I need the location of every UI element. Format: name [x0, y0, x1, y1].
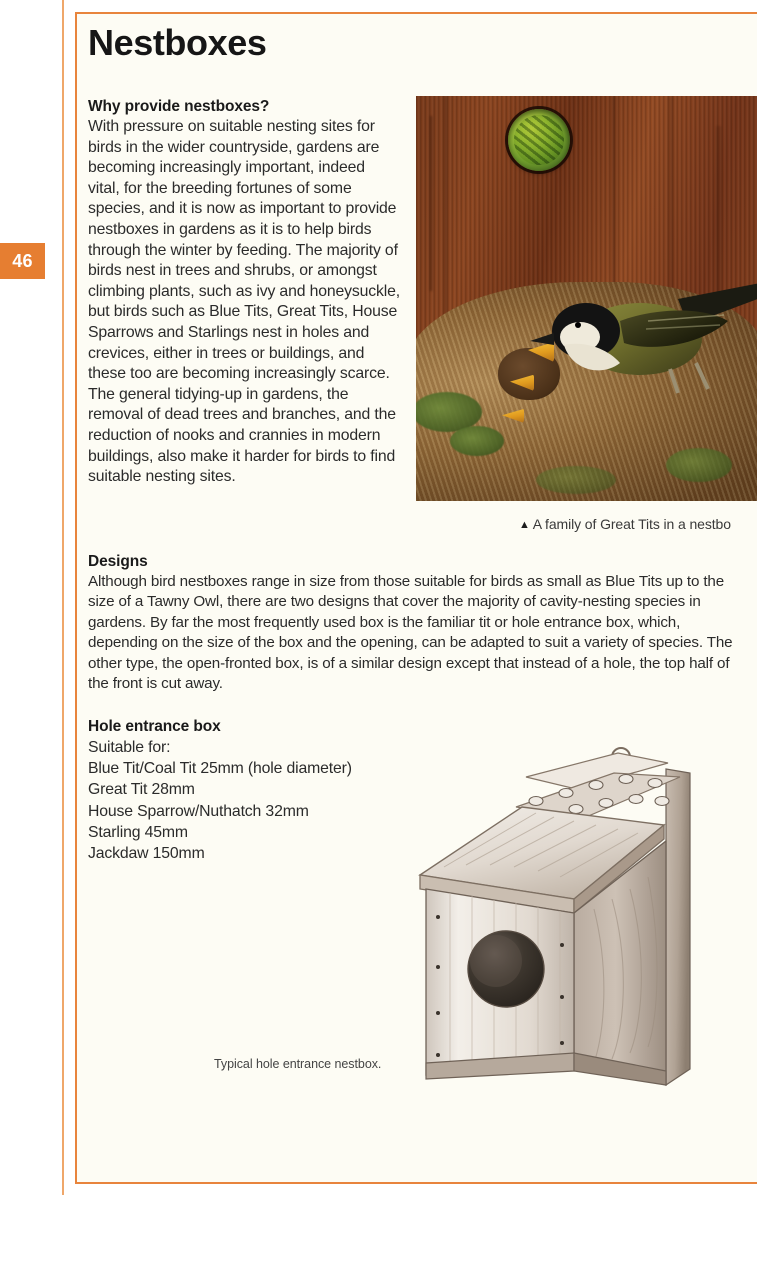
illustration-hole-entrance-nestbox: [404, 733, 724, 1108]
species-spec-item: Great Tit 28mm: [88, 781, 195, 799]
photo-caption: [519, 516, 731, 532]
section-hole-entrance-box: [88, 718, 418, 864]
hole-entrance-intro: Suitable for:: [88, 739, 171, 756]
moss-clump: [536, 466, 616, 494]
species-spec-item: Starling 45mm: [88, 823, 188, 841]
page-number: 46: [12, 250, 33, 271]
photo-caption-text: A family of Great Tits in a nestbo: [532, 516, 731, 532]
why-body: With pressure on suitable nesting sites for birds in the wider countryside, gardens are becoming increasingly important, indeed vital, for the breeding fortunes of some species, and it is now as important to provide nestboxes in gardens as it is to help birds through the winter by feeding. The majority of birds nest in trees and shrubs, or amongst climbing plants, such as ivy and honeysuckle, but birds such as Blue Tits, Great Tits, House Sparrows and Starlings nest in holes and crevices, either in trees or buildings, and these too are becoming increasingly scarce. The general tidying-up in gardens, the removal of dead trees and branches, and the reduction of nooks and crannies in modern buildings, also make it harder for birds to find suitable nesting sites.: [88, 118, 400, 486]
photo-great-tit-family: [416, 96, 757, 501]
species-spec-item: House Sparrow/Nuthatch 32mm: [88, 802, 309, 820]
page-number-tab: [0, 243, 45, 279]
caption-triangle-icon: ▲: [519, 519, 530, 531]
hole-entrance-heading: Hole entrance box: [88, 718, 221, 735]
spine-rule: [62, 0, 64, 1195]
wood-grain-streak: [444, 96, 447, 336]
wood-grain-streak: [430, 116, 432, 291]
why-heading: Why provide nestboxes?: [88, 98, 270, 115]
designs-heading: Designs: [88, 553, 148, 570]
moss-clump: [666, 448, 732, 482]
moss-clump: [450, 426, 504, 456]
species-spec-item: Blue Tit/Coal Tit 25mm (hole diameter): [88, 760, 352, 778]
designs-body: Although bird nestboxes range in size from those suitable for birds as small as Blue Tits up to the size of a Tawny Owl, there are two designs that cover the majority of cavity-nesting species in gardens. By far the most frequently used box is the familiar tit or hole entrance box, which, depending on the size of the box and the opening, can be adapted to suit a variety of species. The other type, the open-fronted box, is of a similar design except that instead of a hole, the top half of the front is cut away.: [88, 573, 733, 693]
species-spec-item: Jackdaw 150mm: [88, 845, 205, 863]
adult-great-tit: [528, 281, 757, 401]
page-title: Nestboxes: [88, 22, 267, 63]
section-why-provide-nestboxes: [88, 98, 400, 488]
illustration-caption: Typical hole entrance nestbox.: [214, 1057, 382, 1071]
nestbox-entrance-hole: [508, 109, 570, 171]
section-designs: [88, 553, 750, 694]
